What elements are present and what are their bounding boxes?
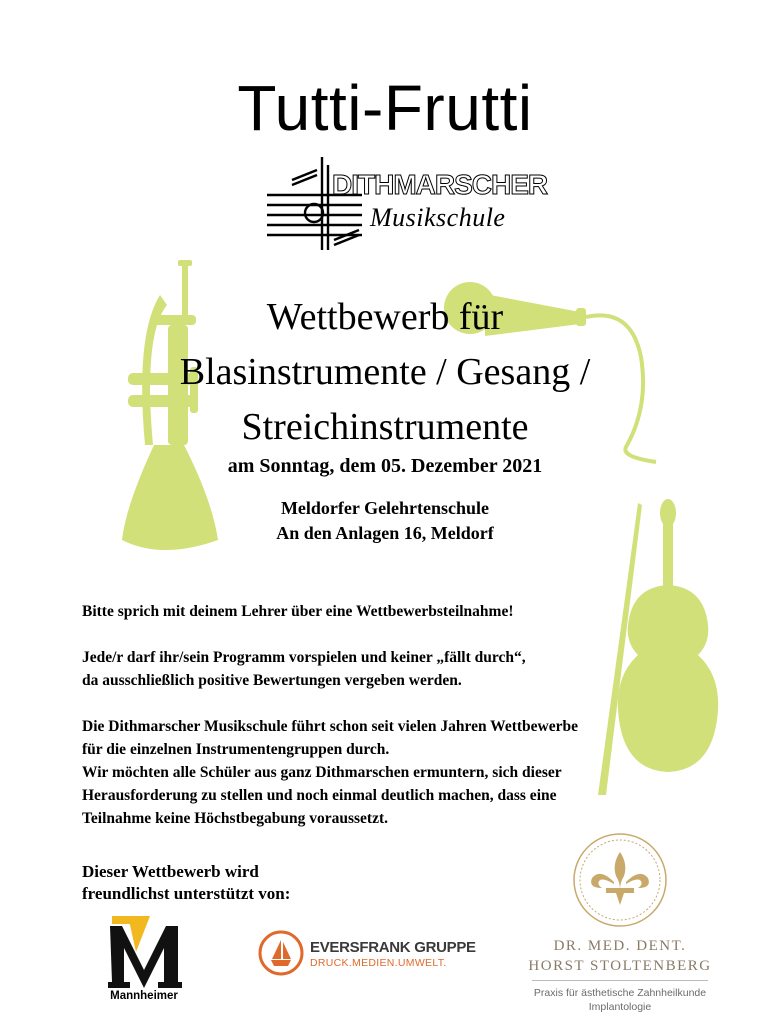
dentist-name: [520, 936, 720, 976]
eversfrank-tagline: DRUCK.MEDIEN.UMWELT.: [310, 957, 447, 969]
paragraph-1-text: Bitte sprich mit deinem Lehrer über eine Wettbewerbsteilnahme!: [82, 603, 514, 620]
dentist-fullname: HORST STOLTENBERG: [528, 958, 712, 974]
headline-line1: Wettbewerb für: [266, 296, 504, 338]
venue-address: An den Anlagen 16, Meldorf: [276, 523, 494, 543]
music-school-logo: [262, 155, 548, 260]
school-name-line2: Musikschule: [370, 203, 506, 232]
dentist-divider: [532, 980, 708, 981]
paragraph-3-line4: Herausforderung zu stellen und noch einmal deutlich machen, dass eine: [82, 787, 557, 804]
paragraph-3-line1: Die Dithmarscher Musikschule führt schon seit vielen Jahren Wettbewerbe: [82, 718, 578, 735]
competition-headline: [0, 290, 770, 455]
dentist-specialty: Implantologie: [588, 1001, 652, 1013]
eversfrank-logo-icon: [258, 930, 304, 976]
dentist-subtitle: [520, 986, 720, 1014]
mannheimer-label: Mannheimer: [110, 990, 178, 1002]
paragraph-2: [82, 646, 682, 692]
school-name-line1: DITHMARSCHER: [332, 169, 548, 200]
sponsor-heading-line1: Dieser Wettbewerb wird: [82, 862, 259, 881]
paragraph-1: [82, 600, 682, 623]
paragraph-3: [82, 715, 682, 830]
venue-name: Meldorfer Gelehrtenschule: [280, 498, 490, 518]
headline-line3: Streichinstrumente: [241, 406, 529, 448]
dentist-title: DR. MED. DENT.: [553, 938, 687, 954]
paragraph-3-line5: Teilnahme keine Höchstbegabung voraussetzt.: [82, 810, 389, 827]
paragraph-2-line1: Jede/r darf ihr/sein Programm vorspielen und keiner „fällt durch“,: [82, 649, 526, 666]
fleur-de-lis-seal-icon: [570, 830, 670, 930]
dentist-practice: Praxis für ästhetische Zahnheilkunde: [533, 987, 707, 999]
mannheimer-logo: [106, 912, 182, 988]
sponsor-heading: [82, 861, 402, 905]
event-date: am Sonntag, dem 05. Dezember 2021: [227, 455, 543, 477]
headline-line2: Blasinstrumente / Gesang /: [179, 351, 591, 393]
poster-title: Tutti-Frutti: [237, 72, 533, 144]
event-venue: [0, 496, 770, 546]
sponsor-heading-line2: freundlichst unterstützt von:: [82, 884, 291, 903]
body-text: [82, 600, 682, 830]
paragraph-3-line2: für die einzelnen Instrumentengruppen durch.: [82, 741, 390, 758]
paragraph-2-line2: da ausschließlich positive Bewertungen vergeben werden.: [82, 672, 462, 689]
eversfrank-name: EVERSFRANK GRUPPE: [310, 939, 476, 956]
paragraph-3-line3: Wir möchten alle Schüler aus ganz Dithmarschen ermuntern, sich dieser: [82, 764, 562, 781]
